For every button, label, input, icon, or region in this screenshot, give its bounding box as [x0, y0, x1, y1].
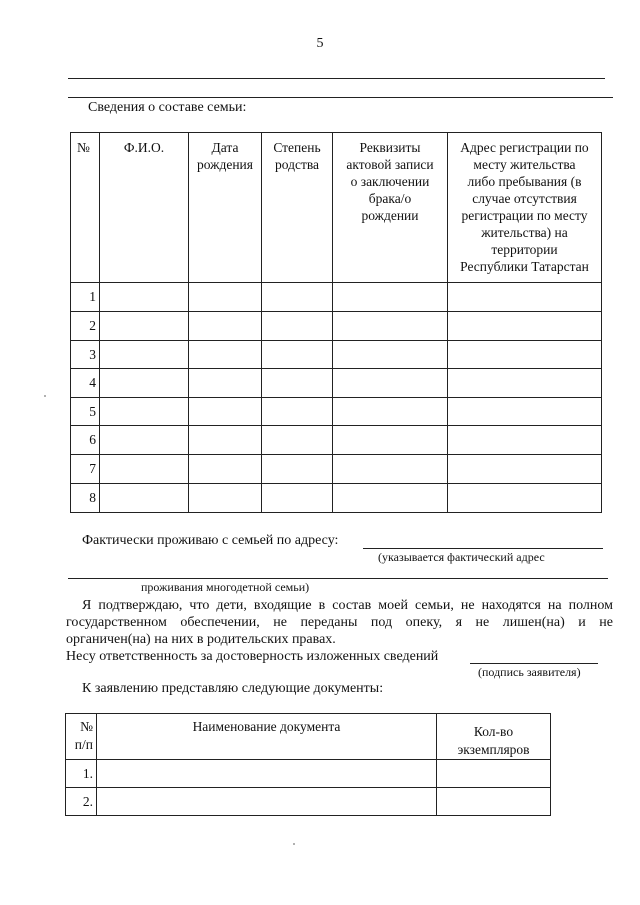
record-cell[interactable]	[333, 369, 448, 398]
record-cell[interactable]	[333, 398, 448, 426]
birth-cell[interactable]	[189, 455, 262, 484]
address-cell[interactable]	[448, 484, 602, 513]
fio-cell[interactable]	[100, 369, 189, 398]
record-cell[interactable]	[333, 341, 448, 369]
actual-address-label: Фактически проживаю с семьей по адресу:	[82, 533, 339, 548]
birth-cell[interactable]	[189, 283, 262, 312]
document-name-cell[interactable]	[97, 760, 437, 788]
table-row: 4	[71, 369, 602, 398]
relation-cell[interactable]	[262, 484, 333, 513]
table-row: 5	[71, 398, 602, 426]
address-cell[interactable]	[448, 455, 602, 484]
top-rule-2	[68, 97, 613, 98]
header-record: Реквизиты актовой записи о заключении брака/о рождении	[333, 133, 448, 283]
docs-header-num: № п/п	[66, 714, 97, 760]
table-row: 8	[71, 484, 602, 513]
table-row: 1	[71, 283, 602, 312]
confirm-line-2: государственном обеспечении, не переданы под опеку, я не лишен(на) и не	[66, 615, 613, 630]
birth-cell[interactable]	[189, 369, 262, 398]
header-relation: Степень родства	[262, 133, 333, 283]
page-number: 5	[316, 36, 324, 51]
table-row: 2.	[66, 788, 551, 816]
table-row: 7	[71, 455, 602, 484]
confirm-line-3: органичен(на) на них в родительских правах.	[66, 632, 336, 647]
birth-cell[interactable]	[189, 341, 262, 369]
relation-cell[interactable]	[262, 312, 333, 341]
fio-cell[interactable]	[100, 455, 189, 484]
relation-cell[interactable]	[262, 426, 333, 455]
address-cell[interactable]	[448, 341, 602, 369]
table-row: 6	[71, 426, 602, 455]
documents-table	[65, 713, 551, 816]
signature-field[interactable]	[470, 663, 598, 664]
header-fio: Ф.И.О.	[100, 133, 189, 283]
scan-speck	[44, 395, 46, 397]
address-cell[interactable]	[448, 398, 602, 426]
actual-address-field[interactable]	[363, 548, 603, 549]
relation-cell[interactable]	[262, 398, 333, 426]
relation-cell[interactable]	[262, 341, 333, 369]
record-cell[interactable]	[333, 426, 448, 455]
address-cell[interactable]	[448, 426, 602, 455]
document-count-cell[interactable]	[437, 760, 551, 788]
family-section-title: Сведения о составе семьи:	[88, 100, 247, 115]
header-birth: Дата рождения	[189, 133, 262, 283]
fio-cell[interactable]	[100, 484, 189, 513]
document-name-cell[interactable]	[97, 788, 437, 816]
header-num: №	[71, 133, 100, 283]
record-cell[interactable]	[333, 312, 448, 341]
birth-cell[interactable]	[189, 484, 262, 513]
address-cell[interactable]	[448, 312, 602, 341]
table-row: 2	[71, 312, 602, 341]
fio-cell[interactable]	[100, 426, 189, 455]
fio-cell[interactable]	[100, 341, 189, 369]
fio-cell[interactable]	[100, 283, 189, 312]
birth-cell[interactable]	[189, 312, 262, 341]
family-table	[70, 132, 602, 513]
confirm-line-1: Я подтверждаю, что дети, входящие в состав моей семьи, не находятся на полном	[82, 598, 613, 613]
confirm-line-4: Несу ответственность за достоверность изложенных сведений	[66, 649, 439, 664]
signature-hint: (подпись заявителя)	[478, 665, 581, 679]
table-row: 3	[71, 341, 602, 369]
docs-header-count: Кол-во экземпляров	[437, 714, 551, 760]
scan-speck	[293, 843, 295, 845]
actual-address-hint-1: (указывается фактический адрес	[378, 550, 545, 564]
table-row: 1.	[66, 760, 551, 788]
fio-cell[interactable]	[100, 312, 189, 341]
record-cell[interactable]	[333, 455, 448, 484]
documents-section-title: К заявлению представляю следующие документы:	[82, 681, 384, 696]
docs-header-name: Наименование документа	[97, 714, 437, 760]
address-cell[interactable]	[448, 369, 602, 398]
document-count-cell[interactable]	[437, 788, 551, 816]
fio-cell[interactable]	[100, 398, 189, 426]
relation-cell[interactable]	[262, 369, 333, 398]
actual-address-hint-2: проживания многодетной семьи)	[141, 580, 310, 594]
relation-cell[interactable]	[262, 283, 333, 312]
actual-address-field-2[interactable]	[68, 578, 608, 579]
relation-cell[interactable]	[262, 455, 333, 484]
header-address: Адрес регистрации по месту жительства либо пребывания (в случае отсутствия регистрации по месту жительства) на территории Республики Татарстан	[448, 133, 602, 283]
record-cell[interactable]	[333, 484, 448, 513]
birth-cell[interactable]	[189, 426, 262, 455]
record-cell[interactable]	[333, 283, 448, 312]
birth-cell[interactable]	[189, 398, 262, 426]
address-cell[interactable]	[448, 283, 602, 312]
top-rule-1	[68, 78, 605, 79]
